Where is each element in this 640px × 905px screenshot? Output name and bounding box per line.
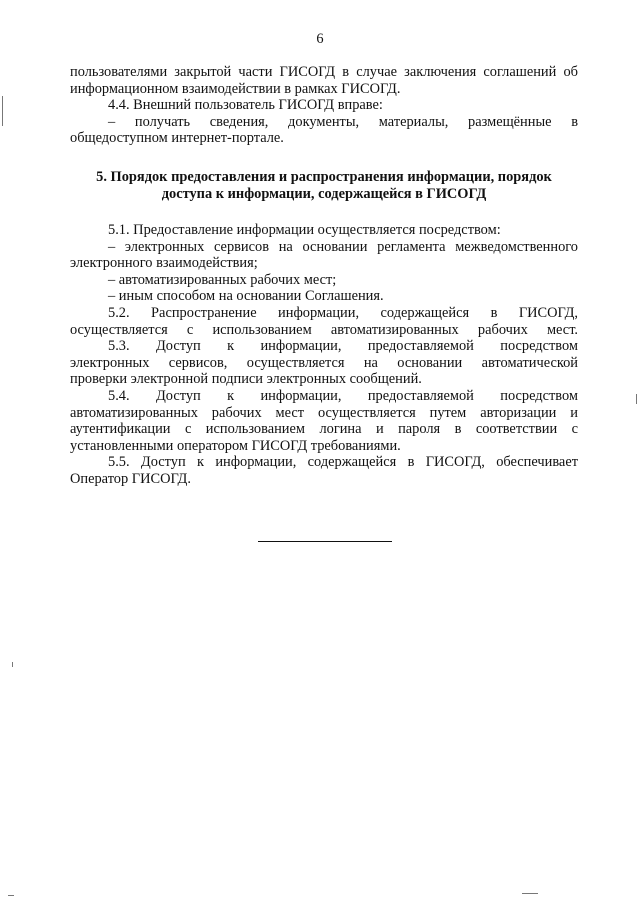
scan-artifact bbox=[2, 96, 3, 126]
paragraph-line: установленными оператором ГИСОГД требованиями. bbox=[70, 437, 401, 454]
list-item: – иным способом на основании Соглашения. bbox=[108, 288, 384, 305]
list-item-line: электронного взаимодействия; bbox=[70, 255, 258, 272]
page-number: 6 bbox=[316, 31, 324, 47]
paragraph-line: автоматизированных рабочих мест осуществляется путем авторизации и bbox=[70, 404, 578, 421]
scan-artifact bbox=[522, 893, 538, 894]
paragraph-line: Оператор ГИСОГД. bbox=[70, 470, 191, 487]
section-5-heading bbox=[70, 169, 578, 202]
scan-artifact bbox=[636, 394, 637, 404]
section-4-continuation bbox=[70, 64, 578, 147]
scan-artifact bbox=[12, 662, 13, 667]
paragraph-line: информационном взаимодействии в рамках ГИСОГД. bbox=[70, 80, 401, 97]
clause-5-5: 5.5. Доступ к информации, содержащейся в ГИСОГД, обеспечивает bbox=[108, 454, 578, 471]
clause-5-1: 5.1. Предоставление информации осуществляется посредством: bbox=[108, 222, 501, 238]
paragraph-line: электронных сервисов, осуществляется на основании автоматической bbox=[70, 354, 578, 371]
list-item: – автоматизированных рабочих мест; bbox=[108, 271, 337, 288]
end-rule bbox=[258, 541, 392, 542]
paragraph-line: аутентификации с использованием логина и пароля в соответствии с bbox=[70, 421, 578, 438]
section-heading-line: 5. Порядок предоставления и распространения информации, порядок bbox=[96, 169, 552, 185]
clause-4-4: 4.4. Внешний пользователь ГИСОГД вправе: bbox=[108, 97, 383, 114]
section-5-body bbox=[70, 222, 578, 488]
paragraph-line: осуществляется с использованием автоматизированных рабочих мест. bbox=[70, 321, 578, 338]
scan-artifact bbox=[8, 895, 14, 896]
clause-5-3: 5.3. Доступ к информации, предоставляемой посредством bbox=[108, 338, 578, 355]
clause-5-4: 5.4. Доступ к информации, предоставляемой посредством bbox=[108, 387, 578, 404]
list-item-line: – получать сведения, документы, материалы, размещённые в bbox=[108, 113, 578, 130]
paragraph-line: пользователями закрытой части ГИСОГД в случае заключения соглашений об bbox=[70, 64, 578, 80]
section-heading-line: доступа к информации, содержащейся в ГИСОГД bbox=[161, 185, 487, 202]
list-item-line: общедоступном интернет-портале. bbox=[70, 130, 284, 147]
list-item-line: – электронных сервисов на основании регламента межведомственного bbox=[108, 238, 578, 255]
paragraph-line: проверки электронной подписи электронных сообщений. bbox=[70, 371, 422, 388]
clause-5-2: 5.2. Распространение информации, содержащейся в ГИСОГД, bbox=[108, 304, 578, 321]
